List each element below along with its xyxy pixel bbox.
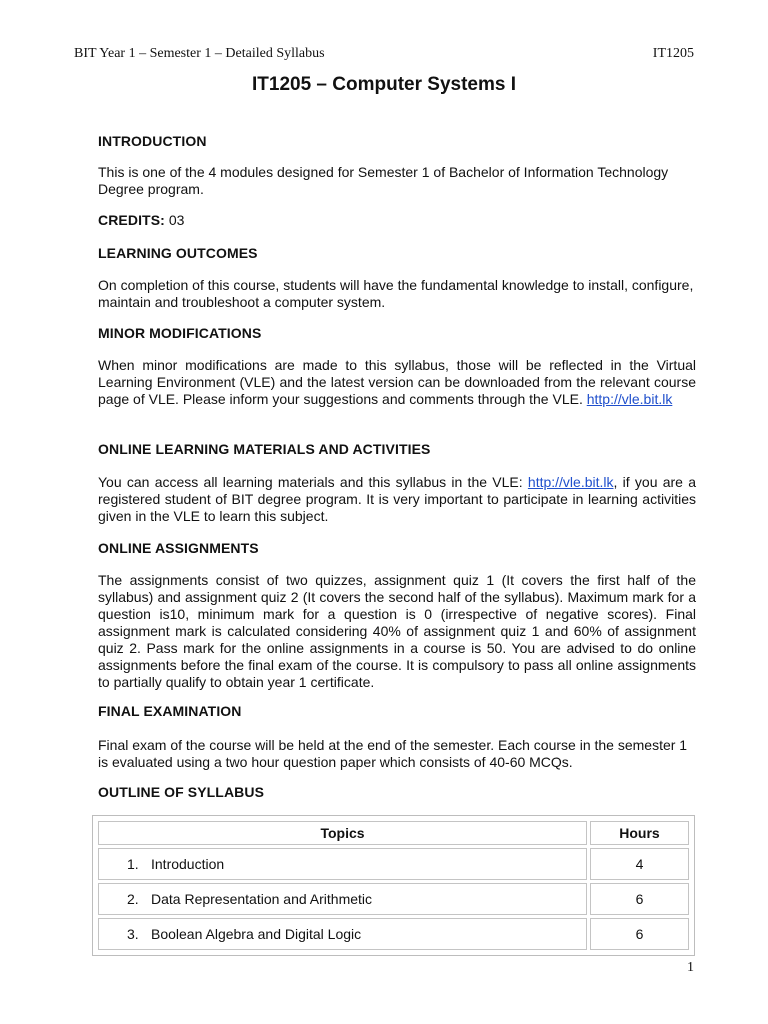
topics-column-header: Topics <box>98 821 587 845</box>
learning-outcomes-heading: LEARNING OUTCOMES <box>98 245 258 261</box>
hours-cell: 4 <box>590 848 689 880</box>
table-row <box>98 883 689 915</box>
header-right: IT1205 <box>652 46 694 61</box>
header-left: BIT Year 1 – Semester 1 – Detailed Syllabus <box>74 46 325 61</box>
online-learning-body-start: You can access all learning materials and this syllabus in the VLE: <box>98 474 523 490</box>
hours-cell: 6 <box>590 918 689 950</box>
online-assignments-text: The assignments consist of two quizzes, assignment quiz 1 (It covers the first half of the syllabus) and assignment quiz 2 (It covers the second half of the syllabus). Maximum mark for a question is10, minimum mark for a question is 0 (irrespective of negative scores). Final assignment mark is calculated considering 40% of assignment quiz 1 and 60% of assignment quiz 2. Pass mark for the online assignments in a course is 50. You are advised to do online assignments before the final exam of the course. It is compulsory to pass all online assignments to partially qualify to obtain year 1 certificate. <box>98 572 696 690</box>
page-number: 1 <box>687 960 694 975</box>
final-examination-text: Final exam of the course will be held at the end of the semester. Each course in the semester 1 is evaluated using a two hour question paper which consists of 40-60 MCQs. <box>98 737 688 770</box>
table-row <box>98 848 689 880</box>
introduction-text: This is one of the 4 modules designed for Semester 1 of Bachelor of Information Technology Degree program. <box>98 164 669 197</box>
topic-cell <box>98 883 587 915</box>
online-learning-body-end: , if you are a registered student of BIT degree program. It is very important to participate in learning activities given in the VLE to learn this subject. <box>98 474 697 524</box>
table-header-row <box>98 821 689 845</box>
table-row <box>98 918 689 950</box>
online-learning-heading: ONLINE LEARNING MATERIALS AND ACTIVITIES <box>98 441 431 457</box>
minor-modifications-text <box>98 357 696 408</box>
hours-column-header: Hours <box>590 821 689 845</box>
topic-title: Boolean Algebra and Digital Logic <box>151 926 362 942</box>
topic-title: Data Representation and Arithmetic <box>151 891 373 907</box>
outline-heading: OUTLINE OF SYLLABUS <box>98 784 265 800</box>
topic-number: 3. <box>127 926 139 942</box>
topic-number: 2. <box>127 891 139 907</box>
page-title: IT1205 – Computer Systems I <box>252 74 516 95</box>
credits-value: 03 <box>168 212 185 228</box>
topic-title: Introduction <box>151 856 225 872</box>
topic-cell <box>98 848 587 880</box>
credits-line <box>98 212 696 228</box>
introduction-heading: INTRODUCTION <box>98 133 207 149</box>
topic-cell <box>98 918 587 950</box>
learning-outcomes-text: On completion of this course, students will have the fundamental knowledge to install, configure, maintain and troubleshoot a computer system. <box>98 277 694 310</box>
hours-cell: 6 <box>590 883 689 915</box>
syllabus-table <box>92 815 695 956</box>
minor-modifications-body: When minor modifications are made to this syllabus, those will be reflected in the Virtual Learning Environment (VLE) and the latest version can be downloaded from the relevant course page of VLE. Please inform your suggestions and comments through the VLE. <box>98 357 696 407</box>
online-assignments-heading: ONLINE ASSIGNMENTS <box>98 540 259 556</box>
topic-number: 1. <box>127 856 139 872</box>
running-header <box>74 46 694 62</box>
vle-link[interactable]: http://vle.bit.lk <box>586 391 673 407</box>
online-learning-text <box>98 474 696 525</box>
credits-label: CREDITS: <box>98 212 165 228</box>
minor-modifications-heading: MINOR MODIFICATIONS <box>98 325 262 341</box>
final-examination-heading: FINAL EXAMINATION <box>98 703 242 719</box>
vle-link-2[interactable]: http://vle.bit.lk <box>527 474 614 490</box>
